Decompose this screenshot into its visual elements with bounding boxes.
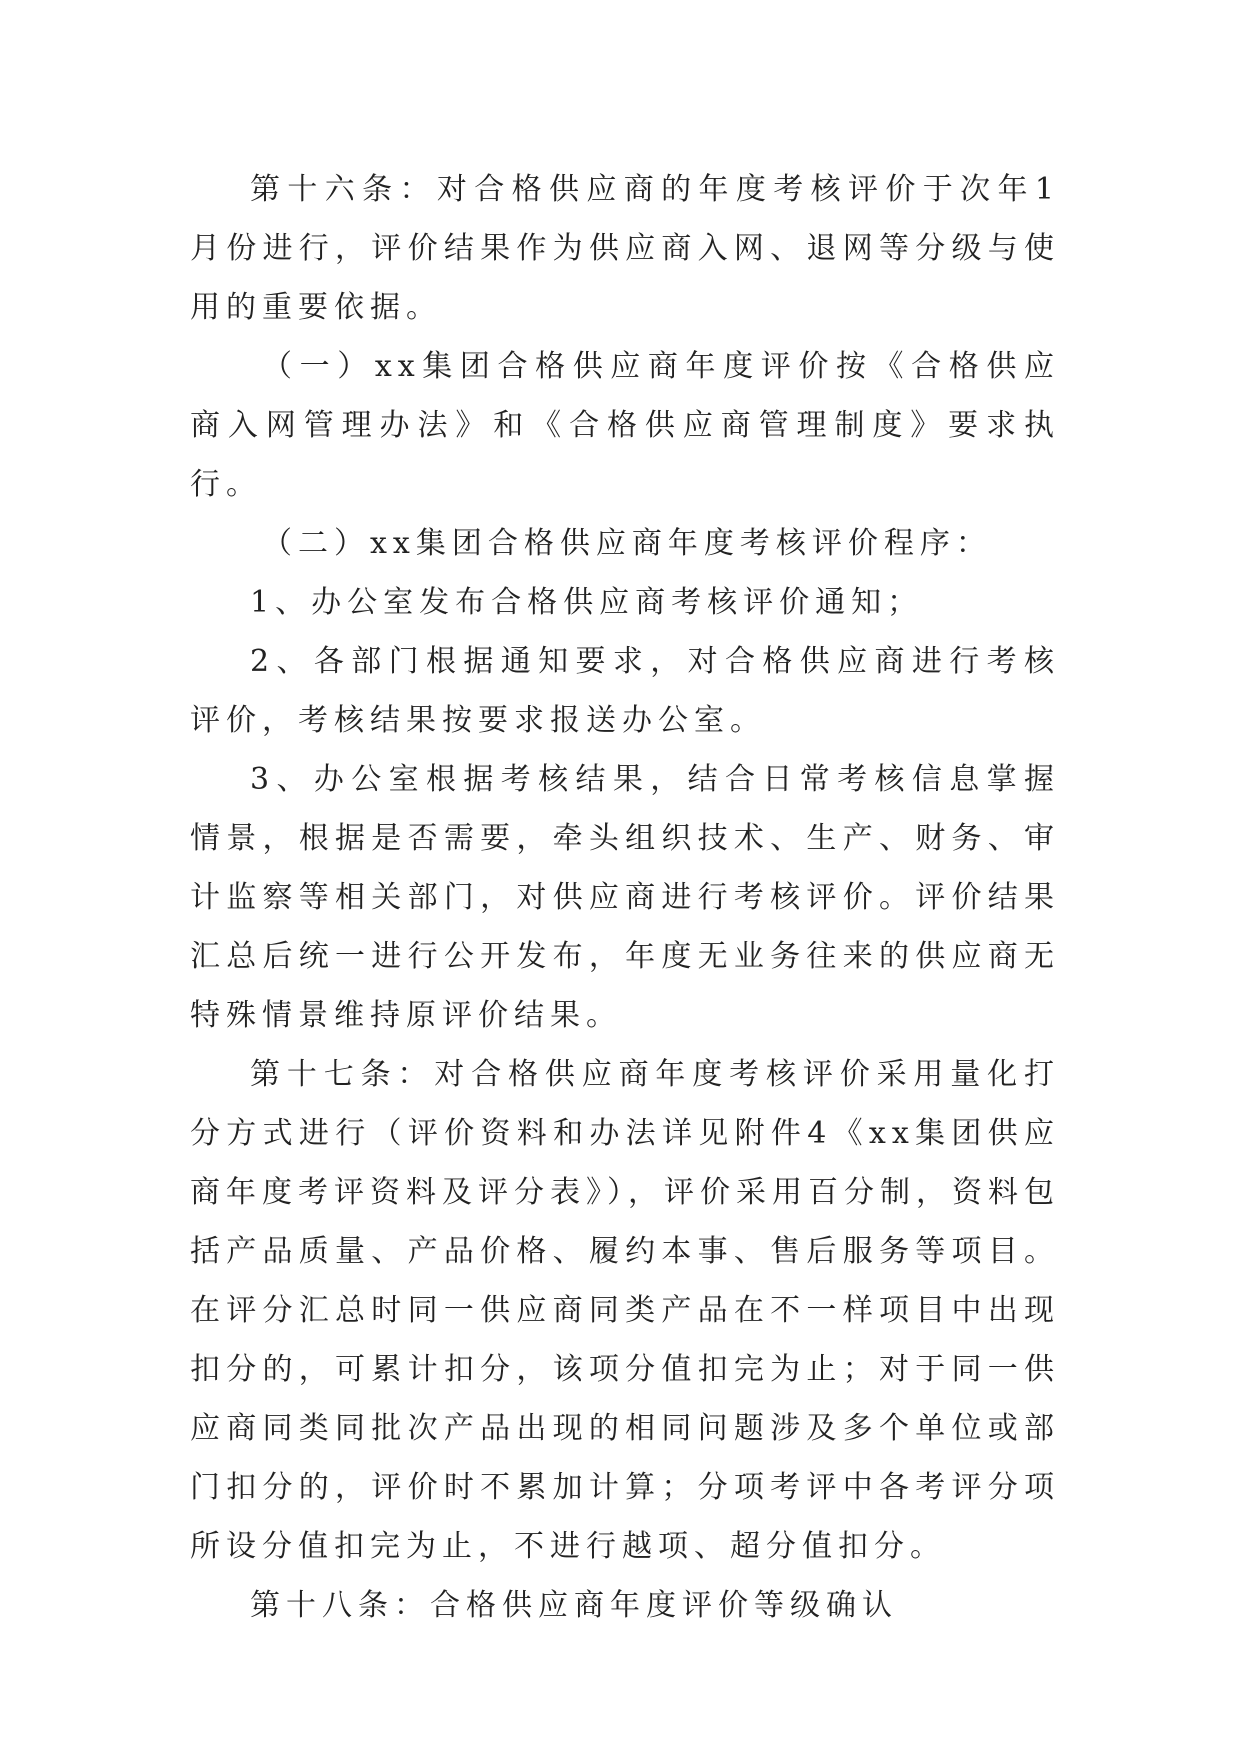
step-2-paragraph: 2、各部门根据通知要求，对合格供应商进行考核评价，考核结果按要求报送办公室。 [190,644,1060,738]
item-2-paragraph: （二）xx集团合格供应商年度考核评价程序： [262,526,992,561]
article-18-paragraph: 第十八条：合格供应商年度评价等级确认 [250,1588,898,1623]
step-3-paragraph: 3、办公室根据考核结果，结合日常考核信息掌握情景，根据是否需要，牵头组织技术、生产、财务、审计监察等相关部门，对供应商进行考核评价。评价结果汇总后统一进行公开发布，年度无业务往来的供应商无特殊情景维持原评价结果。 [190,762,1060,1033]
item-1-paragraph: （一）xx集团合格供应商年度评价按《合格供应商入网管理办法》和《合格供应商管理制度》要求执行。 [190,349,1060,502]
article-16-paragraph: 第十六条：对合格供应商的年度考核评价于次年1月份进行，评价结果作为供应商入网、退网等分级与使用的重要依据。 [190,172,1060,325]
article-17-paragraph: 第十七条：对合格供应商年度考核评价采用量化打分方式进行（评价资料和办法详见附件4《xx集团供应商年度考评资料及评分表》），评价采用百分制，资料包括产品质量、产品价格、履约本事、售后服务等项目。在评分汇总时同一供应商同类产品在不一样项目中出现扣分的，可累计扣分，该项分值扣完为止；对于同一供应商同类同批次产品出现的相同问题涉及多个单位或部门扣分的，评价时不累加计算；分项考评中各考评分项所设分值扣完为止，不进行越项、超分值扣分。 [190,1057,1060,1564]
step-1-paragraph: 1、办公室发布合格供应商考核评价通知； [250,585,924,620]
document-body [190,160,1060,1635]
